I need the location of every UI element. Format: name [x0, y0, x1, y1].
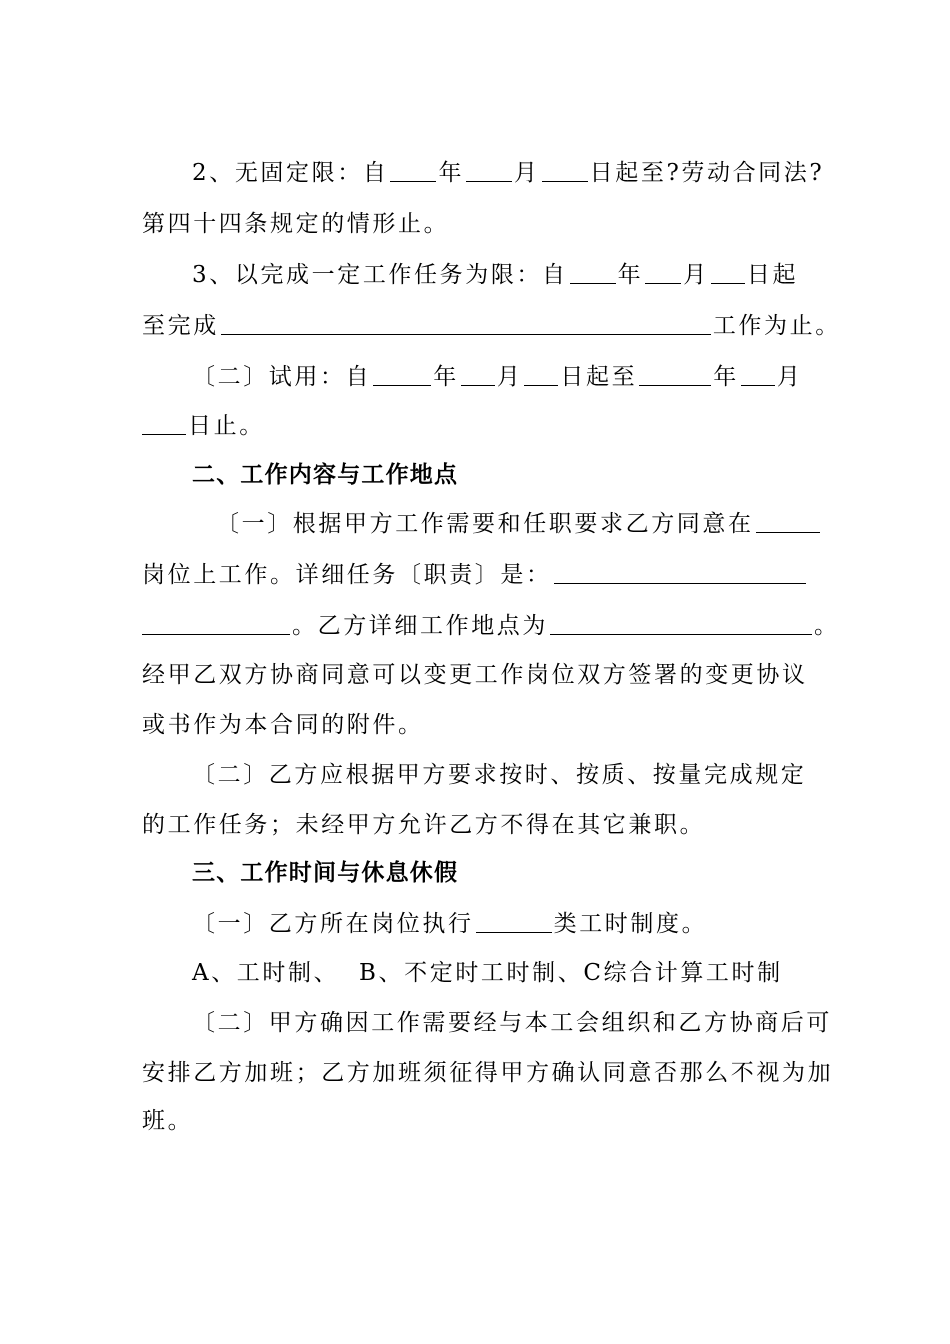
contract-line — [142, 209, 449, 239]
contract-line — [142, 411, 265, 441]
line-text: 日止。 — [188, 413, 265, 439]
line-text: 岗位上工作。详细任务〔职责〕是： — [142, 562, 552, 588]
contract-line — [192, 909, 707, 939]
line-text: 年 — [713, 364, 739, 390]
fill-blank — [461, 363, 495, 386]
line-text: 至完成 — [142, 313, 219, 339]
heading-text: 二、工作内容与工作地点 — [192, 462, 459, 488]
contract-line — [192, 362, 802, 392]
line-text: 日起至?劳动合同法? — [589, 160, 825, 186]
fill-blank — [756, 510, 820, 533]
line-text: 或书作为本合同的附件。 — [142, 712, 424, 738]
fill-blank — [142, 612, 290, 635]
line-text: 。乙方详细工作地点为 — [292, 613, 548, 639]
contract-line — [192, 260, 798, 290]
line-text: 日起 — [746, 262, 799, 288]
fill-blank — [373, 363, 431, 386]
line-text: 月 — [683, 262, 709, 288]
contract-line — [142, 810, 705, 840]
contract-line — [192, 1008, 832, 1038]
line-text: 〔二〕甲方确因工作需要经与本工会组织和乙方协商后可 — [192, 1010, 832, 1036]
fill-blank — [142, 412, 186, 435]
contract-line — [142, 311, 841, 341]
section-heading — [192, 460, 458, 490]
contract-line — [142, 1106, 193, 1136]
section-heading — [192, 858, 458, 888]
line-text: 月 — [776, 364, 803, 390]
fill-blank — [221, 312, 711, 335]
line-text: 月 — [514, 160, 540, 186]
fill-blank — [390, 159, 436, 182]
fill-blank — [476, 910, 552, 933]
line-text: 〔二〕试用：自 — [192, 364, 372, 390]
line-text: 〔一〕根据甲方工作需要和任职要求乙方同意在 — [216, 511, 754, 537]
fill-blank — [741, 363, 775, 386]
line-text: 年 — [433, 364, 459, 390]
contract-line — [192, 958, 783, 988]
line-text: 。 — [814, 613, 840, 639]
line-text: 安排乙方加班；乙方加班须征得甲方确认同意否那么不视为加 — [142, 1060, 834, 1086]
contract-line — [192, 158, 824, 188]
fill-blank — [466, 159, 512, 182]
line-text: A、工时制、 B、不定时工时制、C综合计算工时制 — [192, 960, 783, 986]
heading-text: 三、工作时间与休息休假 — [192, 860, 459, 886]
fill-blank — [550, 612, 812, 635]
line-text: 第四十四条规定的情形止。 — [142, 211, 450, 237]
line-text: 月 — [496, 364, 523, 390]
line-text: 工作为止。 — [712, 313, 841, 339]
fill-blank — [570, 261, 616, 284]
fill-blank — [645, 261, 681, 284]
line-text: 年 — [617, 262, 644, 288]
contract-line — [192, 760, 806, 790]
line-text: 的工作任务；未经甲方允许乙方不得在其它兼职。 — [142, 812, 706, 838]
fill-blank — [639, 363, 711, 386]
contract-line — [142, 660, 808, 690]
line-text: 班。 — [142, 1108, 194, 1134]
line-text: 〔一〕乙方所在岗位执行 — [192, 911, 474, 937]
line-text: 类工时制度。 — [553, 911, 708, 937]
line-text: 2、无固定限：自 — [192, 160, 389, 186]
line-text: 年 — [438, 160, 465, 186]
fill-blank — [542, 159, 588, 182]
line-text: 经甲乙双方协商同意可以变更工作岗位双方签署的变更协议 — [142, 662, 808, 688]
contract-line — [142, 710, 424, 740]
contract-line — [142, 611, 840, 641]
contract-line — [216, 509, 822, 539]
line-text: 日起至 — [560, 364, 638, 390]
line-text: 〔二〕乙方应根据甲方要求按时、按质、按量完成规定 — [192, 762, 807, 788]
contract-line — [142, 560, 808, 590]
fill-blank — [711, 261, 745, 284]
fill-blank — [524, 363, 558, 386]
line-text: 3、以完成一定工作任务为限：自 — [192, 262, 568, 288]
fill-blank — [554, 561, 806, 584]
contract-line — [142, 1058, 833, 1088]
